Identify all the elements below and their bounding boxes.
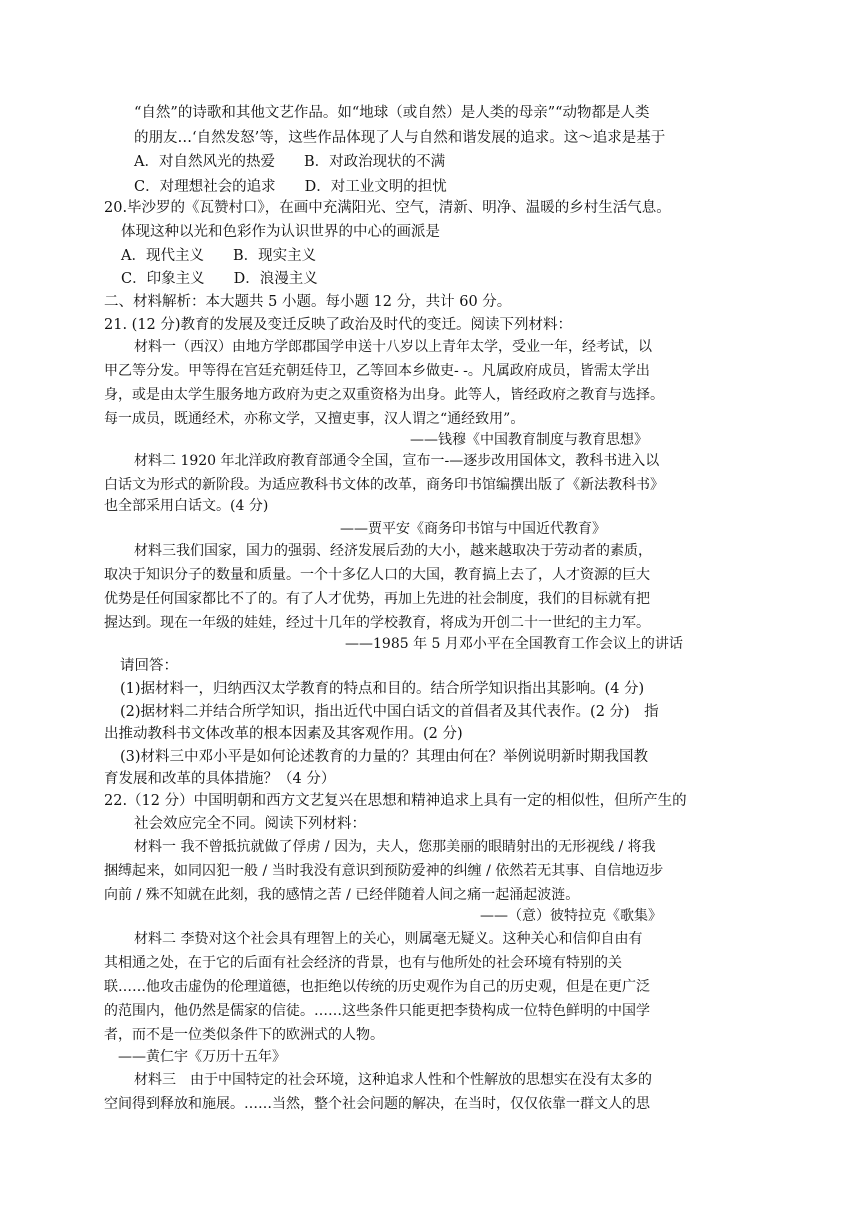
q21-prompt: 请回答： — [120, 658, 178, 674]
q21-subquestion-1: (1)据材料一，归纳西汉太学教育的特点和目的。结合所学知识指出其影响。(4 分) — [120, 681, 645, 697]
q19-stem-line-1: “自然”的诗歌和其他文艺作品。如“地球（或自然）是人类的母亲”“动物都是人类 — [134, 105, 650, 121]
q22-material-3-line-1: 材料三 由于中国特定的社会环境，这种追求人性和个性解放的思想实在没有太多的 — [134, 1072, 652, 1088]
q21-material-3-line-2: 取决于知识分子的数量和质量。一个十多亿人口的大国，教育搞上去了，人才资源的巨大 — [104, 567, 650, 583]
q21-material-1-line-4: 每一成员，既通经术，亦称文学，又擅吏事，汉人谓之“通经致用”。 — [104, 411, 525, 427]
q21-subquestion-2: (2)据材料二并结合所学知识，指出近代中国白话文的首倡者及其代表作。(2 分) 指 — [120, 704, 659, 720]
q22-material-2-line-2: 其相通之处，在于它的后面有社会经济的背景，也有与他所处的社会环境有特别的关 — [104, 955, 622, 971]
q21-material-1-line-3: 身，或是由太学生服务地方政府为吏之双重资格为出身。此等人，皆经政府之教育与选择。 — [104, 387, 664, 403]
q20-options-ab: A．现代主义 B．现实主义 — [121, 248, 317, 264]
q22-stem-line-1: 22.（12 分）中国明朝和西方文艺复兴在思想和精神追求上具有一定的相似性，但所产生的 — [104, 793, 687, 809]
q20-stem-line-2: 体现这种以光和色彩作为认识世界的中心的画派是 — [121, 224, 440, 240]
q21-stem: 21. (12 分)教育的发展及变迁反映了政治及时代的变迁。阅读下列材料： — [104, 317, 573, 333]
q22-stem-line-2: 社会效应完全不同。阅读下列材料： — [134, 816, 366, 832]
q21-material-2-line-2: 白话文为形式的新阶段。为适应教科书文体的改革，商务印书馆编撰出版了《新法教科书》 — [104, 477, 664, 493]
q22-material-1-source: ——（意）彼特拉克《歌集》 — [480, 908, 662, 924]
q22-material-3-line-2: 空间得到释放和施展。……当然，整个社会问题的解决，在当时，仅仅依靠一群文人的思 — [104, 1096, 650, 1112]
q22-material-2-line-4: 的范围内，他仍然是儒家的信徒。……这些条件只能更把李贽构成一位特色鲜明的中国学 — [104, 1003, 650, 1019]
q22-material-2-line-5: 者，而不是一位类似条件下的欧洲式的人物。 — [104, 1027, 384, 1043]
q21-material-1-line-1: 材料一（西汉）由地方学郎郡国学申送十八岁以上青年太学，受业一年，经考试，以 — [134, 339, 652, 355]
q20-stem-line-1: 20.毕沙罗的《瓦赞村口》，在画中充满阳光、空气，清新、明净、温暖的乡村生活气息。 — [104, 200, 671, 216]
q21-material-3-line-1: 材料三我们国家，国力的强弱、经济发展后劲的大小，越来越取决于劳动者的素质， — [134, 543, 652, 559]
q21-material-3-line-3: 优势是任何国家都比不了的。有了人才优势，再加上先进的社会制度，我们的目标就有把 — [104, 591, 650, 607]
q21-material-2-line-1: 材料二 1920 年北洋政府教育部通令全国，宣布一-—逐步改用国体文，教科书进入以 — [134, 453, 660, 469]
q22-material-2-line-1: 材料二 李贽对这个社会具有理智上的关心，则属毫无疑义。这种关心和信仰自由有 — [134, 931, 643, 947]
q21-material-2-line-3: 也全部采用白话文。(4 分) — [104, 498, 269, 514]
q21-material-1-source: ——钱穆《中国教育制度与教育思想》 — [410, 432, 648, 448]
section-two-heading: 二、材料解析：本大题共 5 小题。每小题 12 分，共计 60 分。 — [104, 294, 512, 310]
q21-subquestion-3: (3)材料三中邓小平是如何论述教育的力量的？其理由何在？举例说明新时期我国教 — [120, 749, 649, 765]
q19-options-ab: A．对自然风光的热爱 B．对政治现状的不满 — [134, 154, 446, 170]
q20-options-cd: C．印象主义 D．浪漫主义 — [121, 271, 318, 287]
q21-material-2-source: ——贾平安《商务印书馆与中国近代教育》 — [340, 521, 606, 537]
q22-material-2-line-3: 联……他攻击虚伪的伦理道德，也拒绝以传统的历史观作为自己的历史观，但是在更广泛 — [104, 979, 650, 995]
q19-options-cd: C．对理想社会的追求 D．对工业文明的担忧 — [134, 179, 447, 195]
q21-material-1-line-2: 甲乙等分发。甲等得在宫廷充朝廷侍卫，乙等回本乡做吏- -。凡属政府成员，皆需太学出 — [104, 363, 650, 379]
q22-material-1-line-3: 向前 / 殊不知就在此刻，我的感情之苦 / 已经伴随着人间之痛一起涌起波涟。 — [104, 887, 580, 903]
q21-subquestion-2-cont: 出推动教科书文体改革的根本因素及其客观作用。(2 分) — [104, 726, 463, 742]
q21-subquestion-3-cont: 育发展和改革的具体措施？（4 分） — [104, 771, 336, 787]
q22-material-1-line-1: 材料一 我不曾抵抗就做了俘虏 / 因为，夫人，您那美丽的眼睛射出的无形视线 / 将我 — [134, 839, 656, 855]
q21-material-3-source: ——1985 年 5 月邓小平在全国教育工作会议上的讲话 — [345, 636, 683, 652]
q21-material-3-line-4: 握达到。现在一年级的娃娃，经过十几年的学校教育，将成为开创二十一世纪的主力军。 — [104, 615, 650, 631]
q19-stem-line-2: 的朋友…‘自然发怒’等，这些作品体现了人与自然和谐发展的追求。这～追求是基于 — [134, 130, 666, 146]
q22-material-1-line-2: 捆缚起来，如同囚犯一般 / 当时我没有意识到预防爱神的纠缠 / 依然若无其事、自信地迈步 — [104, 863, 664, 879]
q22-material-2-source: ——黄仁宇《万历十五年》 — [118, 1049, 286, 1065]
